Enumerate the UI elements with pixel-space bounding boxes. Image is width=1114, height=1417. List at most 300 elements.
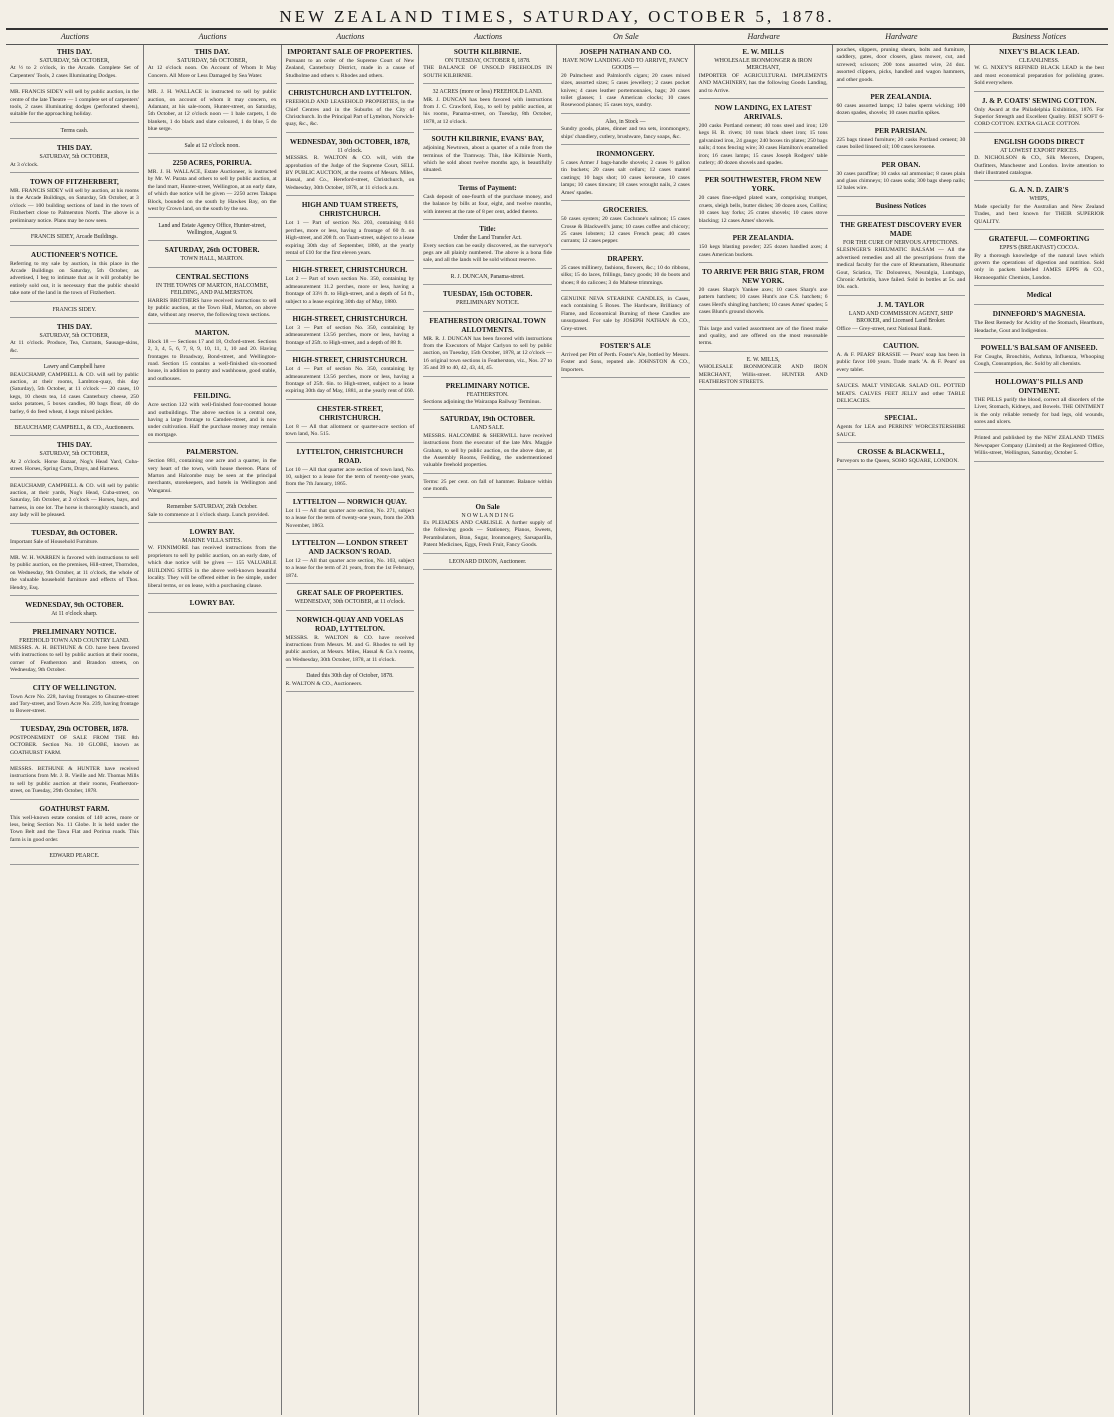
ad-heading: GREAT SALE OF PROPERTIES. bbox=[296, 589, 403, 598]
column bbox=[970, 45, 1108, 1415]
ad-heading: HIGH-STREET, CHRISTCHURCH. bbox=[292, 356, 408, 365]
ad-subheading: 32 ACRES (more or less) FREEHOLD LAND. bbox=[432, 89, 543, 96]
advertisement bbox=[423, 503, 552, 554]
ad-body: THE PILLS purify the blood, correct all disorders of the Liver, Stomach, Kidneys, and Bowels. THE OINTMENT is the only reliable remedy for bad legs, old wounds, sores and ulcers. bbox=[974, 396, 1104, 425]
advertisement bbox=[423, 184, 552, 220]
ad-body: MESSRS. HALCOMBE & SHERWILL have received instructions from the executor of the late Mrs. Maggie Graham, to sell by public auction, on the above date, at the Assembly Rooms, Feilding, the undermentioned valuable freehold properties. bbox=[423, 432, 552, 469]
ad-body: Agents for LEA and PERRINS' WORCESTERSHIRE SAUCE. bbox=[836, 424, 966, 438]
ad-body: SAUCES. MALT VINEGAR. SALAD OIL. POTTED MEATS. CALVES FEET JELLY and other TABLE DELICACIES. bbox=[836, 383, 966, 404]
advertisement bbox=[148, 48, 277, 84]
ad-subheading: EPPS'S (BREAKFAST) COCOA. bbox=[999, 245, 1079, 252]
ad-body: Block 18 — Sections 17 and 18, Oxford-street. Sections 2, 3, 4, 5, 6, 7, 8, 9, 10, 11, 1, 10 and 20. Having frontages to Broadway, Bond-street, and Wellington-road. Section 15 contains a well-finished six-roomed house, in addition to pantry and washhouse, good stable, and outhouses. bbox=[147, 338, 277, 382]
ad-body: This large and varied assortment are of the finest make and quality, and are offered on the most reasonable terms. bbox=[698, 325, 828, 347]
ad-heading: AUCTIONEER'S NOTICE. bbox=[31, 250, 118, 259]
ad-subheading: 11 o'clock. bbox=[337, 147, 363, 154]
ad-body: MR. J. H. WALLACE is instructed to sell by public auction, on account of whom it may concern, ex Adamant, at his sale-room, Hunter-street, on Saturday, 5th October, at 12 o'clock noon — 1 bale carpets, 1 do blankets, 1 do black and slate coloured, 1 do blue, 5 do blue serge. bbox=[147, 89, 277, 133]
ad-subheading: LEONARD DIXON, Auctioneer. bbox=[448, 558, 527, 565]
column-heads bbox=[6, 30, 1108, 45]
ad-subheading: ON TUESDAY, OCTOBER 8, 1878. bbox=[444, 58, 531, 64]
ad-body: W. FINNIMORE has received instructions from the proprietors to sell by public auction, on an early date, of which due notice will be given — 155 VALUABLE BUILDING SITES in the above well-known beautiful locality. They will be offered either in fee simple, under liberal terms, or on lease, with a purchasing clause. bbox=[147, 545, 277, 589]
column-head: Auctions bbox=[60, 32, 89, 41]
advertisement bbox=[286, 616, 415, 669]
ad-body: 60 cases assorted lamps; 12 bales sperm wicking; 100 dozen spades, shovels; 10 cases marlin spikes. bbox=[836, 103, 966, 117]
ad-body: The Best Remedy for Acidity of the Stomach, Heartburn, Headache, Gout and Indigestion. bbox=[974, 320, 1104, 334]
ad-body: By a thorough knowledge of the natural laws which govern the operations of digestion and nutrition. Sold only in packets labelled JAMES EPPS & CO., Homoeopathic Chemists, London. bbox=[974, 252, 1104, 281]
advertisement bbox=[10, 128, 139, 139]
ad-body: For Coughs, Bronchitis, Asthma, Influenza, Whooping Cough, Consumption, &c. Sold by all chemists. bbox=[974, 353, 1104, 368]
ad-subheading: HAVE NOW LANDING AND TO ARRIVE, FANCY GOODS — bbox=[562, 58, 689, 72]
advertisement bbox=[148, 448, 277, 499]
advertisement bbox=[148, 528, 277, 594]
ad-subheading: FEATHERSTON. bbox=[466, 391, 509, 398]
advertisement bbox=[837, 301, 966, 337]
column-head: Hardware bbox=[885, 32, 918, 41]
ad-heading: 2250 ACRES, PORIRUA. bbox=[172, 159, 252, 168]
ad-body: D. NICHOLSON & CO., Silk Mercers, Drapers, Outfitters, Manchester and London. Invite attention to their illustrated catalogue. bbox=[974, 155, 1104, 177]
advertisement bbox=[561, 296, 690, 337]
ad-heading: HIGH-STREET, CHRISTCHURCH. bbox=[292, 314, 408, 323]
ad-heading: PALMERSTON. bbox=[186, 448, 239, 457]
ad-subheading: Dated this 30th day of October, 1878. bbox=[306, 673, 394, 680]
advertisement bbox=[837, 202, 966, 216]
ad-heading: THIS DAY. bbox=[194, 48, 230, 56]
ad-heading: FOSTER'S ALE bbox=[599, 341, 651, 350]
ad-body: MESSRS. BETHUNE & HUNTER have received instructions from Mr. J. R. Vieille and Mr. Thomas Mills to sell by public auction at their rooms, Featherston-street, on Tuesday, 29th October, 1878. bbox=[10, 765, 139, 795]
column bbox=[695, 45, 833, 1415]
ad-body: MESSRS. R. WALTON & CO. will, with the approbation of the Judge of the Supreme Court, SELL BY PUBLIC AUCTION, at the rooms of Messrs. Miles, Hassal, and Co., Hereford-street, Christchurch, on Wednesday, 30th October, 1878, at 11 o'clock a.m. bbox=[285, 155, 415, 191]
ad-subheading: Under the Land Transfer Act. bbox=[453, 235, 522, 242]
ad-subheading: BEAUCHAMP, CAMPBELL, & CO., Auctioneers. bbox=[14, 425, 135, 431]
ad-subheading: Also, in Stock — bbox=[605, 118, 646, 125]
ad-body: At 2 o'clock. Horse Bazaar, Nog's Head Yard, Cuba-street. Horses, Spring Carts, Drays, and Harness. bbox=[10, 458, 139, 473]
advertisement bbox=[10, 364, 139, 420]
ad-heading: SOUTH KILBIRNIE. bbox=[453, 48, 522, 56]
ad-body: Terms: 25 per cent. on fall of hammer. Balance within one month. bbox=[423, 478, 552, 493]
ad-body: MR. W. H. WARREN is favored with instructions to sell by public auction, on the premises, Hill-street, Thorndon, on Wednesday, 9th October, at 11 o'clock, the whole of the valuable household furniture and effects of Thos. Hendry, Esq. bbox=[10, 555, 139, 591]
ad-body: HARRIS BROTHERS have received instructions to sell by public auction, at the Town Hall, Marton, on above date, without any reserve, the following town sections. bbox=[147, 297, 277, 319]
advertisement bbox=[837, 383, 966, 409]
ad-heading: CAUTION. bbox=[883, 341, 919, 350]
advertisement bbox=[423, 382, 552, 411]
ad-heading: NOW LANDING, EX LATEST ARRIVALS. bbox=[714, 104, 812, 122]
advertisement bbox=[837, 127, 966, 156]
ad-body: Referring to my sale by auction, in this place in the Arcade Buildings on Saturday, 5th October, as advertised, I beg to intimate that as it will probably be entirely sold out, it is necessary that the public should take note of the land in the town of Fitzherbert. bbox=[10, 260, 139, 297]
advertisement bbox=[286, 89, 415, 133]
masthead: NEW ZEALAND TIMES, SATURDAY, OCTOBER 5, 1878. bbox=[6, 6, 1108, 30]
ad-heading: LYTTELTON, CHRISTCHURCH ROAD. bbox=[296, 447, 404, 465]
ad-heading: TUESDAY, 8th OCTOBER. bbox=[31, 528, 118, 537]
ad-body: This well-known estate consists of 140 acres, more or less, being Section No. 11 Globe. It is held under the Town Belt and the Tawa Flat and Porirua roads. This farm is in good order. bbox=[10, 814, 139, 843]
ad-heading: GRATEFUL — COMFORTING bbox=[988, 235, 1090, 244]
ad-body: Cash deposit of one-fourth of the purchase money, and the balance by bills at four, eight, and twelve months, with interest at the rate of 8 per cent, added thereto. bbox=[423, 193, 552, 215]
ad-body: Lot 4 — Part of section No. 350, containing by admeasurement 13.56 perches, more or less, having a frontage of 25ft. 6in. to High-street, subject to a lease expiring 30th day of May, 1881, at the yearly rent of £60. bbox=[285, 366, 415, 395]
advertisement bbox=[10, 853, 139, 864]
ad-heading: PER ZEALANDIA. bbox=[732, 234, 794, 243]
ad-heading: FEILDING. bbox=[193, 392, 231, 401]
ad-body: Purveyors to the Queen, SOHO SQUARE, LONDON. bbox=[836, 458, 959, 465]
ad-body: 150 kegs blasting powder; 225 dozen handled axes; 4 cases American buckets. bbox=[698, 244, 828, 258]
advertisement bbox=[286, 138, 415, 196]
advertisement bbox=[561, 119, 690, 145]
ad-heading: THE GREATEST DISCOVERY EVER MADE bbox=[840, 220, 962, 238]
ad-body: Lot 1 — Part of section No. 203, containing 0.61 perches, more or less, having a frontage of 60 ft. on High-street, and 208 ft. on Tuam-street, subject to a lease expiring 30th day of September, 1880, at the yearly rental of £10 for the first eleven years. bbox=[285, 220, 415, 256]
advertisement bbox=[699, 326, 828, 352]
ad-heading: CHESTER-STREET, CHRISTCHURCH. bbox=[316, 404, 384, 422]
ad-body: A. & F. PEARS' BRASSIE — Pears' soap has been in public favor 100 years. Trade mark 'A. & F. Pears' on every tablet. bbox=[836, 351, 966, 373]
advertisement bbox=[286, 201, 415, 261]
advertisement bbox=[10, 805, 139, 849]
advertisement bbox=[974, 186, 1104, 230]
ad-heading: NORWICH-QUAY AND VOELAS ROAD, LYTTELTON. bbox=[296, 615, 404, 633]
advertisement bbox=[10, 441, 139, 477]
ad-heading: Medical bbox=[1026, 291, 1052, 300]
ad-subheading: R. J. DUNCAN, Panama-street. bbox=[450, 273, 525, 280]
ad-heading: GOATHURST FARM. bbox=[39, 804, 110, 813]
ad-body: At 3 o'clock. bbox=[10, 161, 39, 168]
ad-body: POSTPONEMENT OF SALE FROM THE 8th OCTOBER. Section No. 10 GLOBE, known as GOATHURST FARM. bbox=[10, 734, 139, 756]
advertisement bbox=[974, 310, 1104, 339]
ad-subheading: TOWN HALL, MARTON. bbox=[180, 256, 244, 263]
ad-body: 200 casks Portland cement; 40 tons steel and iron; 120 kegs H. B. rivets; 10 tons black sheet iron; 15 tons galvanized iron, 24 gauge; 240 boxes tin plates; 250 bags nails; 4 tons fencing wire; 30 cases Hamilton's enamelled iron; 16 cases lamps; 15 cases Joseph Rodgers' table cutlery; 40 dozen shovels and spades. bbox=[698, 123, 828, 167]
advertisement bbox=[148, 143, 277, 154]
advertisement bbox=[286, 498, 415, 534]
ad-heading: J. & P. COATS' SEWING COTTON. bbox=[981, 96, 1097, 105]
advertisement bbox=[148, 599, 277, 613]
ad-body: Made specially for the Australian and New Zealand Trades, and best known for THEIR SUPERIOR QUALITY. bbox=[974, 203, 1104, 225]
ad-body: Lot 8 — All that allotment or quarter-acre section of town land, No. 515. bbox=[285, 423, 415, 438]
ad-heading: PER ZEALANDIA. bbox=[870, 93, 932, 102]
advertisement bbox=[10, 628, 139, 679]
ad-heading: TUESDAY, 29th OCTOBER, 1878. bbox=[20, 724, 129, 733]
advertisement bbox=[974, 378, 1104, 431]
column-head: Auctions bbox=[336, 32, 365, 41]
ad-subheading: LAND SALE. bbox=[470, 425, 505, 432]
ad-subheading: Lawry and Campbell have bbox=[43, 364, 106, 371]
ad-heading: DINNEFORD'S MAGNESIA. bbox=[992, 310, 1086, 319]
ad-body: Sundry goods, plates, dinner and tea sets, ironmongery, ships' chandlery, cutlery, brushware, fancy soaps, &c. bbox=[561, 126, 690, 140]
column bbox=[144, 45, 282, 1415]
ad-heading: ENGLISH GOODS DIRECT bbox=[993, 137, 1085, 146]
ad-heading: TUESDAY, 15th OCTOBER. bbox=[442, 290, 533, 299]
advertisement bbox=[423, 290, 552, 311]
ad-body: WHOLESALE IRONMONGER AND IRON MERCHANT, Willis-street. HUNTER AND FEATHERSTON STREETS. bbox=[698, 364, 828, 385]
ad-heading: THIS DAY. bbox=[56, 48, 92, 56]
ad-heading: MARTON. bbox=[195, 328, 230, 337]
advertisement bbox=[423, 274, 552, 285]
ad-body: 25 cases millinery, fashions, flowers, &c.; 10 do ribbons, silks; 15 do laces, frillings, fancy goods; 10 do boots and shoes; 8 do calicoes; 3 do Maltese trimmings. bbox=[561, 264, 690, 286]
ad-heading: J. M. TAYLOR bbox=[877, 300, 925, 309]
ad-subheading: SATURDAY, 5th OCTOBER, bbox=[39, 451, 110, 458]
column-head: Auctions bbox=[198, 32, 227, 41]
ad-subheading: WEDNESDAY, 30th OCTOBER, at 11 o'clock. bbox=[294, 599, 406, 606]
ad-body: GENUINE NEVA STEARINE CANDLES, in Cases, each containing 5 Boxes. The Hardware, Brilliancy of Flame, and Economical Burning of these Candles are unsurpassed. For sale by JOSEPH NATHAN & CO., Grey-street. bbox=[561, 295, 690, 332]
ad-subheading: MARINE VILLA SITES. bbox=[182, 538, 242, 545]
ad-heading: SATURDAY, 26th OCTOBER. bbox=[164, 246, 260, 255]
ad-body: 30 cases paraffine; 10 casks sal ammoniac; 8 cases plain and glass chimneys; 10 cases soda; 300 bags sheep nails; 12 bales wire. bbox=[836, 170, 966, 192]
column-head: Hardware bbox=[747, 32, 780, 41]
ad-heading: Title: bbox=[479, 225, 496, 234]
ad-heading: IRONMONGERY. bbox=[596, 150, 655, 159]
ad-body: Lot 10 — All that quarter acre section of town land, No. 10, subject to a lease for the term of twenty-one years, from the 7th January, 1865. bbox=[285, 466, 415, 488]
ad-body: Office — Grey-street, next National Bank. bbox=[836, 325, 932, 332]
ad-heading: On Sale bbox=[475, 502, 500, 511]
ad-body: THE BALANCE OF UNSOLD FREEHOLDS IN SOUTH KILBIRNIE. bbox=[423, 65, 552, 79]
ad-heading: NIXEY'S BLACK LEAD. bbox=[999, 48, 1080, 56]
advertisement bbox=[837, 448, 966, 469]
advertisement bbox=[148, 504, 277, 523]
ad-body: adjoining Newtown, about a quarter of a mile from the terminus of the Tramway. This, like Kilbirnie North, which he sold about twelve months ago, is beautifully situated. bbox=[423, 145, 552, 174]
advertisement bbox=[699, 268, 828, 321]
ad-heading: PRELIMINARY NOTICE. bbox=[32, 627, 117, 636]
advertisement bbox=[974, 97, 1104, 133]
ad-subheading: FREEHOLD TOWN AND COUNTRY LAND. bbox=[19, 637, 130, 644]
advertisement bbox=[974, 291, 1104, 305]
ad-heading: SOUTH KILBIRNIE, EVANS' BAY, bbox=[431, 135, 544, 144]
ad-subheading: FRANCIS SIDEY. bbox=[52, 306, 97, 313]
advertisement bbox=[974, 48, 1104, 92]
ad-body: FREEHOLD AND LEASEHOLD PROPERTIES, in the Chief Centres and in the Suburbs of the City of Christchurch. In the Principal Part of Lyttelton, Norwich-quay, &c., &c. bbox=[285, 99, 415, 128]
ad-heading: TOWN OF FITZHERBERT, bbox=[29, 178, 119, 187]
ad-body: At 12 o'clock noon. On Account of Whom It May Concern. All More or Less Damaged by Sea Water. bbox=[147, 65, 277, 79]
ad-heading: GROCERIES. bbox=[602, 206, 648, 215]
ad-body: Pursuant to an order of the Supreme Court of New Zealand, Canterbury District, made in a cause of Studholme and others v. Rhodes and others. bbox=[285, 58, 415, 79]
ad-heading: CHRISTCHURCH AND LYTTELTON. bbox=[288, 89, 412, 98]
ad-body: 20 cases fine-edged plated ware, comprising trumpet, cruets, sleigh bells, butter dishes; 30 dozen axes, Collins; 10 cases hay forks; 25 crates shovels; 10 cases stove blacking; 12 cases Ames' shovels. bbox=[698, 195, 828, 224]
advertisement bbox=[423, 317, 552, 377]
ad-subheading: FOR THE CURE OF NERVOUS AFFECTIONS. bbox=[843, 239, 959, 246]
advertisement bbox=[837, 414, 966, 443]
ad-heading: SPECIAL. bbox=[884, 414, 918, 423]
ad-body: 225 bags tinned furniture; 20 casks Portland cement; 30 cases boiled linseed oil; 100 cases kerosene. bbox=[836, 136, 966, 151]
ad-body: Lot 11 — All that quarter acre section, No. 271, subject to a lease for the term of twenty-one years, from the 20th November, 1863. bbox=[285, 507, 415, 529]
advertisement bbox=[286, 48, 415, 84]
ad-body: At ½ to 2 o'clock, in the Arcade. Complete Set of Carpenters' Tools, 2 cases Illuminating Dodges. bbox=[10, 65, 139, 79]
advertisement bbox=[974, 235, 1104, 286]
ad-heading: Terms of Payment: bbox=[458, 183, 517, 192]
column bbox=[282, 45, 420, 1415]
advertisement bbox=[10, 307, 139, 318]
advertisement bbox=[10, 89, 139, 123]
advertisement bbox=[10, 48, 139, 84]
ad-subheading: N O W L A N D I N G bbox=[461, 512, 514, 519]
advertisement bbox=[10, 234, 139, 245]
ad-heading: LOWRY BAY. bbox=[189, 528, 235, 537]
ad-body: 20 cases Sharp's Yankee axes; 10 cases Sharp's axe pattern hatchets; 10 cases Hunt's axe C.S. hatchets; 6 cases Herd's shingling hatchets; 10 cases Ames' spades; 5 cases Blunt's ground shovels. bbox=[698, 286, 828, 316]
ad-subheading: Remember SATURDAY, 26th October. bbox=[166, 504, 258, 511]
advertisement bbox=[148, 329, 277, 387]
advertisement bbox=[561, 150, 690, 201]
ad-heading: LOWRY BAY. bbox=[189, 598, 235, 607]
advertisement bbox=[974, 435, 1104, 461]
advertisement bbox=[837, 161, 966, 197]
advertisement bbox=[286, 405, 415, 443]
ad-body: 20 Palmchest and Palmlord's cigars; 20 cases mixed sizes, assorted sizes; 5 cases jewellery; 2 cases pocket knives; 4 cases leather portemonnaies, bags; 20 cases toilet glasses; 1 case American clocks; 10 cases Rosewood pianos; 15 cases toys, sundry. bbox=[561, 72, 690, 109]
ad-heading: JOSEPH NATHAN AND CO. bbox=[579, 48, 672, 56]
advertisement bbox=[148, 159, 277, 217]
ad-heading: FEATHERSTON ORIGINAL TOWN ALLOTMENTS. bbox=[429, 316, 546, 334]
ad-body: Acre section 122 with well-finished four-roomed house and outbuildings. The above section is a central one, having a large frontage to Camden-street, and is now under cultivation. Half the purchase money may remain on mortgage. bbox=[147, 402, 277, 438]
ad-heading: IMPORTANT SALE OF PROPERTIES. bbox=[287, 48, 413, 56]
advertisement bbox=[561, 342, 690, 378]
advertisement bbox=[148, 246, 277, 267]
advertisement bbox=[699, 357, 828, 391]
column bbox=[833, 45, 971, 1415]
advertisement bbox=[423, 89, 552, 130]
ad-body: R. WALTON & CO., Auctioneers. bbox=[285, 680, 363, 687]
ad-subheading: WHOLESALE IRONMONGER & IRON MERCHANT, bbox=[714, 58, 812, 72]
ad-body: Printed and published by the NEW ZEALAND TIMES Newspaper Company (Limited) at the Registered Office, Willis-street, Wellington, Saturday, October 5. bbox=[974, 435, 1104, 457]
advertisement bbox=[837, 221, 966, 296]
advertisement bbox=[423, 225, 552, 269]
ad-body: Important Sale of Household Furniture. bbox=[10, 538, 99, 545]
advertisement bbox=[286, 356, 415, 400]
advertisement bbox=[10, 425, 139, 436]
advertisement bbox=[423, 48, 552, 84]
ad-subheading: LAND AND COMMISSION AGENT, SHIP BROKER, and Licensed Land Broker. bbox=[848, 310, 953, 325]
column bbox=[557, 45, 695, 1415]
ad-body: 50 cases oysters; 20 cases Cochrane's salmon; 15 cases Crosse & Blackwell's jams; 10 cases coffee and chicory; 25 cases lobsters; 12 cases French peas; 40 cases currants; 12 cases pepper. bbox=[561, 216, 690, 245]
advertisement bbox=[286, 539, 415, 584]
advertisement bbox=[837, 93, 966, 122]
ad-subheading: FRANCIS SIDEY, Arcade Buildings. bbox=[30, 234, 118, 241]
advertisement bbox=[10, 601, 139, 622]
ad-subheading: WHIPS, bbox=[1029, 196, 1049, 203]
ad-body: W. G. NIXEY'S REFINED BLACK LEAD is the best and most economical preparation for polishing grates. Sold everywhere. bbox=[974, 65, 1104, 87]
advertisement bbox=[286, 589, 415, 610]
ad-heading: LYTTELTON — NORWICH QUAY. bbox=[292, 497, 407, 506]
advertisement bbox=[148, 89, 277, 137]
ad-subheading: CLEANLINESS. bbox=[1018, 58, 1060, 64]
ad-body: Lot 12 — All that quarter acre section, No. 103, subject to a lease for the term of 21 years, from the 1st February, 1874. bbox=[285, 558, 415, 579]
advertisement bbox=[561, 48, 690, 114]
ad-body: Ex PLEIADES AND CARLISLE. A further supply of the following goods — Stationery, Pianos, Sweets, Perambulators, Bran, Sugar, Ironmongery, Sarsaparilla, Patent Medicines, Eggs, Fresh Fruit, Fancy Goods. bbox=[423, 520, 552, 549]
advertisement bbox=[10, 684, 139, 720]
ad-body: MR. FRANCIS SIDEY will sell by public auction, in the centre of the late Theatre — 1 complete set of carpenters' tools, 2 cases illuminating dodges (perforated sheets), suitable for the approaching holiday. bbox=[10, 89, 139, 118]
advertisement bbox=[286, 448, 415, 493]
ad-subheading: IN THE TOWNS OF MARTON, HALCOMBE, FEILDING, AND PALMERSTON. bbox=[155, 282, 269, 297]
ad-body: Every section can be easily discovered, as the surveyor's pegs are all plainly numbered. The above is a bona fide sale, and all the lands will be sold without reserve. bbox=[423, 242, 552, 264]
advertisement bbox=[10, 251, 139, 302]
ad-body: Sections adjoining the Wairarapa Railway Terminus. bbox=[423, 398, 541, 405]
advertisement bbox=[423, 559, 552, 570]
advertisement bbox=[148, 392, 277, 443]
ad-body: Lot 3 — Part of section No. 350, containing by admeasurement 13.56 perches, more or less, having a frontage of 25ft. to High-street, and a depth of 88 ft. bbox=[285, 324, 415, 346]
ad-body: MR. J. DUNCAN has been favored with instructions from J. C. Crawford, Esq., to sell by public auction, at his rooms, Panama-street, on Tuesday, 8th October, 1878, at 12 o'clock. bbox=[423, 96, 552, 125]
advertisement bbox=[699, 176, 828, 229]
ad-heading: HOLLOWAY'S PILLS AND OINTMENT. bbox=[995, 377, 1084, 395]
advertisement bbox=[974, 344, 1104, 373]
ad-body: MR. R. J. DUNCAN has been favored with instructions from the Executors of Major Carlyon to sell by public auction, on Tuesday, 15th October, 1878, at 12 o'clock — 16 original town sections in Featherston, viz., Nos. 27 to 35 and 39 to 40, 42, 43, 44, 45. bbox=[423, 335, 552, 372]
advertisement bbox=[699, 104, 828, 171]
advertisement bbox=[10, 725, 139, 761]
advertisement bbox=[10, 144, 139, 173]
ad-heading: G. A. N. D. ZAIR'S bbox=[1009, 186, 1069, 195]
advertisement bbox=[10, 766, 139, 800]
ad-heading: CROSSE & BLACKWELL, bbox=[857, 448, 945, 457]
ad-subheading: SATURDAY, 5th OCTOBER, bbox=[177, 58, 248, 64]
ad-subheading: SATURDAY, 5th OCTOBER, bbox=[39, 332, 110, 339]
ad-subheading: PRELIMINARY NOTICE. bbox=[456, 300, 520, 307]
ad-heading: HIGH-STREET, CHRISTCHURCH. bbox=[292, 266, 408, 275]
ad-subheading: E. W. MILLS, bbox=[746, 356, 780, 363]
advertisement bbox=[286, 266, 415, 310]
ad-body: Town Acre No. 228, having frontages to Ghuznee-street and Tory-street, and Town Acre No. 239, having frontage to Bower-street. bbox=[10, 693, 139, 715]
advertisement bbox=[974, 138, 1104, 182]
ad-body: Arrived per Pitt of Perth. Foster's Ale, bottled by Messrs. Foster and Sons, reputed ale. JOHNSTON & CO., Importers. bbox=[561, 351, 690, 373]
ad-heading: LYTTELTON — LONDON STREET AND JACKSON'S ROAD. bbox=[291, 539, 408, 557]
ad-subheading: Land and Estate Agency Office, Hunter-street, Wellington, August 9. bbox=[158, 222, 266, 236]
advertisement bbox=[286, 315, 415, 351]
ad-body: 5 cases Armer J bags-handle shovels; 2 cases ½ gallon tin buckets; 20 cases salt cellars; 12 cases mantel castings; 10 bags shot; 10 cases kerosene, 10 cases lamps; 10 cases tinware; 18 cases wrought nails, 2 cases Ames' spades. bbox=[561, 160, 690, 196]
ad-body: Lot 2 — Part of town section No. 350, containing by admeasurement 11.2 perches, more or less, having a frontage of 33½ ft. to High-street, and a depth of 54 ft., subject to a lease expiring 30th day of May, 1880. bbox=[285, 276, 415, 305]
ad-heading: SATURDAY, 19th OCTOBER. bbox=[440, 415, 535, 424]
ad-heading: PRELIMINARY NOTICE. bbox=[445, 381, 530, 390]
ad-subheading: EDWARD PEARCE. bbox=[49, 853, 100, 860]
ad-body: Section 881, containing one acre and a quarter, in the very heart of the town, with house thereon. Plans of Marton and Halcombe may be seen at the principal merchants, storekeepers, and hotels in Wellington and Wanganui. bbox=[147, 458, 277, 494]
ad-heading: WEDNESDAY, 30th OCTOBER, 1878, bbox=[289, 137, 410, 146]
advertisement bbox=[10, 555, 139, 596]
ad-body: MR. FRANCIS SIDEY will sell by auction, at his rooms in the Arcade Buildings, on Saturday, 5th October, at 3 o'clock — 100 building sections of land in the town of Fitzherbert close to Palmerston North. The above is a preliminary notice. Plans may be now seen. bbox=[10, 188, 139, 224]
ad-subheading: AT LOWEST EXPORT PRICES. bbox=[1000, 147, 1079, 154]
ad-heading: PER PARISIAN. bbox=[874, 126, 927, 135]
ad-subheading: SATURDAY, 5th OCTOBER, bbox=[39, 154, 110, 161]
ad-body: SLESINGER'S RHEUMATIC BALSAM — All the advertised remedies and all the prescriptions from the medical faculty for the cure of Rheumatism, Rheumatic Gout, Sciatica, Tic Doloureux, Neuralgia, Lumbago, Chronic Arthritis, have failed. Sold in bottles at 5s. and 10s. each. bbox=[836, 247, 966, 291]
ad-body: Sale to commence at 1 o'clock sharp. Lunch provided. bbox=[147, 511, 269, 518]
ad-heading: THIS DAY. bbox=[56, 441, 92, 450]
column-head: Auctions bbox=[474, 32, 503, 41]
advertisement bbox=[286, 673, 415, 692]
ad-body: BEAUCHAMP, CAMPBELL & CO. will sell by public auction, at their rooms, Lambton-quay, this day (Saturday), 5th October, at 11 o'clock — 20 cases, 10 kegs, 10 chests tea, 14 cases Canterbury cheese, 250 sacks potatoes, 5 boxes candles, 80 bags flour, 40 do barley, 6 do feed wheat, 4 kegs mixed pickles. bbox=[10, 371, 139, 415]
ad-body: MESSRS. R. WALTON & CO. have received instructions from Messrs. M. and G. Rhodes to sell by public auction, at Messrs. Miles, Hassal & Co.'s rooms, on Wednesday, 30th October, 1878, at 11 o'clock. bbox=[285, 634, 415, 663]
ad-body: IMPORTER OF AGRICULTURAL IMPLEMENTS AND MACHINERY, has the following Goods Landing, and to Arrive. bbox=[698, 72, 828, 94]
ad-heading: E. W. MILLS bbox=[742, 48, 784, 56]
column-head: On Sale bbox=[613, 32, 639, 41]
advertisement bbox=[423, 415, 552, 473]
advertisement bbox=[148, 223, 277, 242]
ad-body: At 11 o'clock. Produce, Tea, Currants, Sausage-skins, &c. bbox=[10, 340, 139, 354]
ad-heading: WEDNESDAY, 9th OCTOBER. bbox=[25, 601, 124, 610]
ad-body: Only Award at the Philadelphia Exhibition, 1876. For Superior Strength and Excellent Quality. BEST SOFT 6-CORD COTTON. EXTRA GLACE COTTON. bbox=[974, 106, 1104, 128]
ad-subheading: SATURDAY, 5th OCTOBER, bbox=[39, 58, 110, 64]
ad-heading: HIGH AND TUAM STREETS, CHRISTCHURCH. bbox=[301, 201, 398, 219]
ad-heading: THIS DAY. bbox=[56, 322, 92, 331]
ad-heading: PER OBAN. bbox=[881, 160, 921, 169]
advertisement bbox=[10, 483, 139, 524]
ad-body: MR. J. H. WALLACE, Estate Auctioneer, is instructed by Mr. W. Parata and others to sell by public auction, at the land mart, Hunter-street, Wellington, at an early date, of which due notice will be given — 2250 acres Takapu Block, bounded on the south by Hawkes Bay, on the west by Crown land, on the south by the sea. bbox=[147, 169, 277, 213]
column-head: Business Notices bbox=[1012, 32, 1067, 41]
advertisement bbox=[699, 48, 828, 99]
ad-heading: TO ARRIVE PER BRIG STAR, FROM NEW YORK. bbox=[701, 267, 825, 285]
ad-heading: THIS DAY. bbox=[56, 144, 92, 153]
ad-body: MESSRS. A. H. BETHUNE & CO. have been favored with instructions to sell by public auction at their rooms, corner of Featherston and Brandon streets, on Wednesday, 9th October. bbox=[10, 644, 139, 674]
advertisement bbox=[10, 178, 139, 229]
ad-subheading: At 11 o'clock sharp. bbox=[51, 611, 98, 618]
ad-heading: CENTRAL SECTIONS bbox=[175, 272, 249, 281]
advertisement bbox=[423, 479, 552, 498]
advertisement bbox=[561, 206, 690, 250]
ad-heading: Business Notices bbox=[875, 201, 927, 210]
advertisement bbox=[10, 529, 139, 550]
column bbox=[6, 45, 144, 1415]
advertisement bbox=[837, 47, 966, 88]
columns bbox=[6, 45, 1108, 1415]
advertisement bbox=[561, 255, 690, 291]
advertisement bbox=[837, 342, 966, 378]
ad-subheading: Sale at 12 o'clock noon. bbox=[184, 142, 240, 149]
advertisement bbox=[148, 273, 277, 324]
ad-body: BEAUCHAMP, CAMPBELL & CO. will sell by public auction, at their yards, Nog's Head, Cuba-street, on Saturday, 5th October, at 2 o'clock — Horses, bays, and harness, in one lot. The horse is thoroughly staunch, and any lady will be pleased. bbox=[10, 482, 139, 519]
ad-heading: DRAPERY. bbox=[607, 254, 644, 263]
